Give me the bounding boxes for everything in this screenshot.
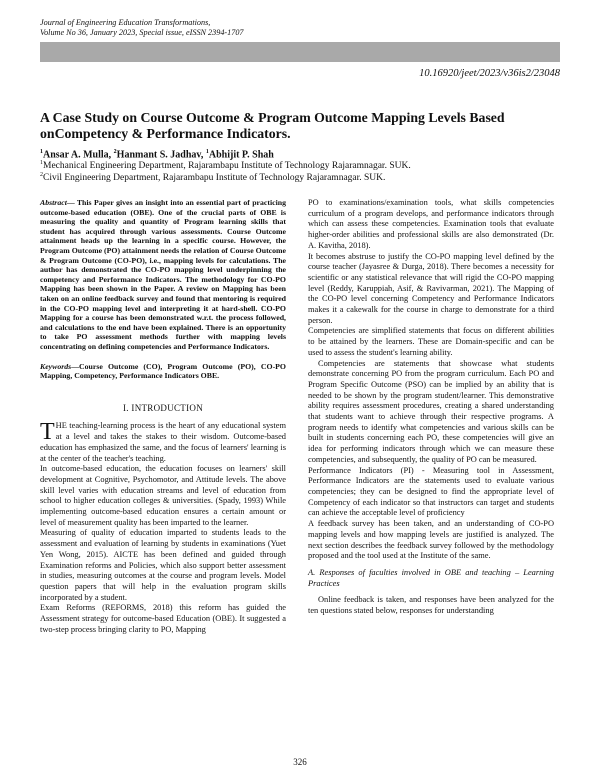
author-sup: 2	[113, 149, 117, 155]
body-paragraph: It becomes abstruse to justify the CO-PO mapping level defined by the course teacher (Jayasree & Durga, 2018). There becomes a necessity for scientific or any statistical relevance that will rigid the CO-PO mapping level (Reddy, Karuppiah, Asif, & Ravivarman, 2021). The Mapping of the CO-PO level concerning Competency and Performance Indicators makes it a cakewalk for the course in charge to demonstrate for a third person.	[308, 251, 554, 325]
intro-text: HE teaching-learning process is the heart of any educational system at a level and takes the stakes to their wisdom. Outcome-based education has emphasized the same, and the focus of learners' learning is at the center of the teacher's teaching.	[40, 421, 286, 463]
doi[interactable]: 10.16920/jeet/2023/v36is2/23048	[419, 68, 560, 79]
affiliation-text: Civil Engineering Department, Rajarambapu Institute of Technology Rajaramnagar. SUK.	[43, 173, 386, 184]
paper-title: A Case Study on Course Outcome & Program Outcome Mapping Levels Based onCompetency & Performance Indicators.	[40, 110, 505, 141]
body-paragraph: Performance Indicators (PI) - Measuring tool in Assessment, Performance Indicators are the statements used to evaluate various competencies; they can be designed to find the appropriate level of Competency of each indicator so that instructors can target and students can achieve the acceptable level of proficiency	[308, 465, 554, 518]
journal-volume: Volume No 36, January 2023, Special issue, eISSN 2394-1707	[40, 28, 244, 37]
header-rule	[40, 42, 560, 62]
body-paragraph: Online feedback is taken, and responses have been analyzed for the ten questions stated below, responses for understanding	[308, 595, 554, 616]
intro-paragraph: In outcome-based education, the education focuses on learners' skill development at Cognitive, Psychomotor, and Attitude levels. The above skill level varies with education streams and level of education from school to higher education colleges & universities. (Spady, 1993) While implementing outcome-based education ensures a certain amount or level of measurement quality has been imparted to the learner.	[40, 464, 286, 527]
affiliation-sup: 1	[40, 160, 43, 166]
journal-header	[40, 18, 244, 38]
author-sup: 1	[40, 149, 43, 155]
subsection-heading: A. Responses of faculties involved in OBE and teaching – Learning Practices	[308, 567, 554, 588]
keywords-text: —Course Outcome (CO), Program Outcome (PO), CO-PO Mapping, Competency, Performance Indicators OBE.	[40, 361, 286, 381]
intro-paragraph: Exam Reforms (REFORMS, 2018) this reform has guided the Assessment strategy for outcome-based Education (OBE). It suggested a two-step process bringing clarity to PO, Mapping	[40, 603, 286, 634]
author-sup: 1	[205, 149, 209, 155]
body-paragraph: A feedback survey has been taken, and an understanding of CO-PO mapping levels and how mapping levels are justified is analyzed. The next section describes the feedback survey followed by the methodology proposed and the tool used at the Institute of the same.	[308, 519, 554, 561]
keywords-label: Keywords	[40, 361, 72, 371]
author-list	[40, 149, 274, 160]
page-number: 326	[293, 757, 307, 767]
author-name: Hanmant S. Jadhav,	[116, 149, 206, 161]
abstract-text: — This Paper gives an insight into an essential part of practicing outcome-based education (OBE). One of the crucial parts of OBE is measuring the quality and quantity of Program learning skills that student has acquired through various assessments. Course Outcome attainment heads up the learning in a specific course. However, the Program Outcome (PO) attainment needs the relation of Course Outcome & Program Outcome (CO-PO), i.e., mapping levels for calculations. The author has demonstrated the CO-PO mapping level underpinning the competency and Performance Indicators. The methodology for CO-PO Mapping has been shown in the Paper. A review on Mapping has been taken on an online feedback survey and found that mentoring is required in the CO-PO mapping level and interpreting it at hard-shell. CO-PO Mapping for a course has been demonstrated w.r.t. the process followed, and calculations to the end have been explained. There is an opportunity to take PO assessment methods further with mapping levels concentrating on defining competencies and Performance Indicators.	[40, 198, 286, 351]
abstract	[40, 198, 286, 352]
body-paragraph: Competencies are simplified statements that focus on different abilities to be attained by the learners. These are Domain-specific and can be used to assess the student's learning ability.	[308, 326, 554, 357]
keywords	[40, 362, 286, 381]
abstract-label: Abstract	[40, 198, 67, 207]
author-name: Abhijit P. Shah	[208, 149, 274, 161]
section-heading: I. INTRODUCTION	[123, 402, 203, 413]
body-paragraph: PO to examinations/examination tools, what skills competencies curriculum of a program develops, and performance indicators through which can assess these competencies. Examination tools that evaluate higher-order abilities and professional skills are also demonstrated (Dr. A. Kavitha, 2018).	[308, 198, 554, 250]
journal-name: Journal of Engineering Education Transformations,	[40, 18, 211, 27]
dropcap: T	[40, 419, 55, 446]
affiliation-text: Mechanical Engineering Department, Rajarambapu Institute of Technology Rajaramnagar. SUK.	[43, 161, 411, 172]
affiliation	[40, 160, 411, 171]
body-paragraph: Competencies are statements that showcase what students demonstrate concerning PO from the program curriculum. Each PO and Program Specific Outcome (PSO) can be implied by an ability that is needed to be shown by the program student/learner. This demonstrative ability requires assessment procedures, creating a shared understanding that students want to achieve through their respective programs. A program needs to identify what competencies and various skills can be built in students concerning each PO, these competencies will give an idea for performing indicators through which we can measure these competencies, and subsequently, the quality of PO can be measured.	[308, 358, 554, 464]
right-column	[308, 198, 554, 617]
affiliation	[40, 172, 385, 183]
left-column	[40, 198, 286, 635]
intro-paragraph	[40, 421, 286, 464]
author-name: Ansar A. Mulla,	[43, 149, 114, 161]
intro-paragraph: Measuring of quality of education imparted to students leads to the assessment and evaluation of learning by students in examinations (Yuet Yen Wong, 2015). AICTE has been defined and guided through Examination reforms and Policies, which also support better assessment in studies, measuring outcomes at the course and program levels. Model question papers that will help in the evaluation program skills incorporated by a student.	[40, 528, 286, 602]
affiliation-sup: 2	[40, 172, 43, 178]
